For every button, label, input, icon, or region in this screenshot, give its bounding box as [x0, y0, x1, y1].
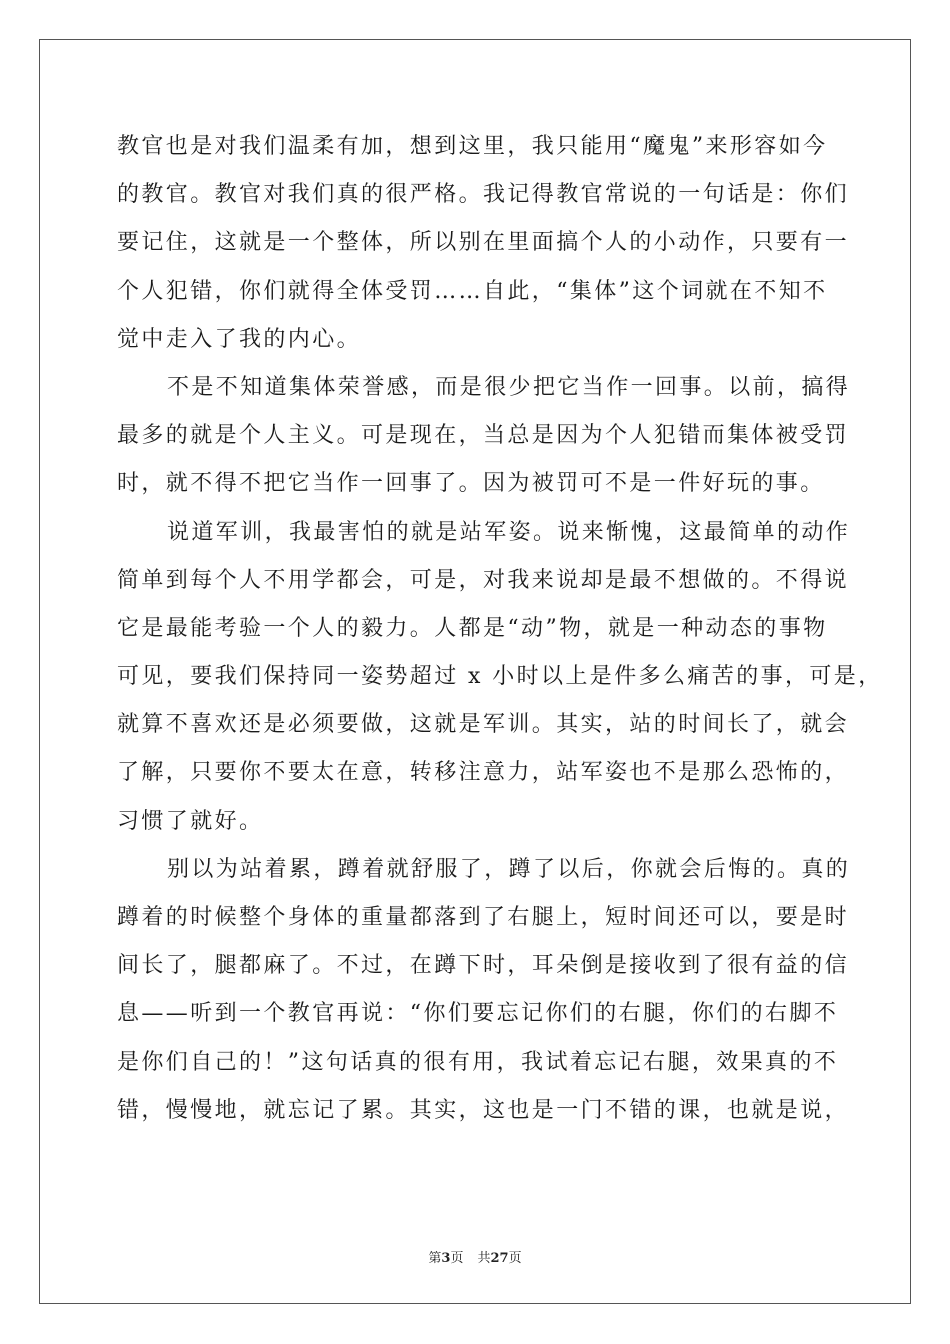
- paragraph-first-line: 不是不知道集体荣誉感，而是很少把它当作一回事。以前，搞得: [167, 374, 851, 400]
- text-line: 简单到每个人不用学都会，可是，对我来说却是最不想做的。不得说: [117, 567, 850, 593]
- text-line: 是你们自己的！”这句话真的很有用，我试着忘记右腿，效果真的不: [117, 1049, 839, 1075]
- text-line: 教官也是对我们温柔有加，想到这里，我只能用“魔鬼”来形容如今: [117, 134, 828, 159]
- text-line: 蹲着的时候整个身体的重量都落到了右腿上，短时间还可以，要是时: [117, 905, 850, 930]
- text-line: 它是最能考验一个人的毅力。人都是“动”物，就是一种动态的事物: [117, 615, 828, 641]
- total-label-prefix: 共: [477, 1251, 491, 1266]
- text-line: 要记住，这就是一个整体，所以别在里面搞个人的小动作，只要有一: [117, 230, 850, 256]
- text-line: 最多的就是个人主义。可是现在，当总是因为个人犯错而集体被受罚: [117, 423, 850, 449]
- text-line: 觉中走入了我的内心。: [117, 326, 362, 352]
- text-line: 的教官。教官对我们真的很严格。我记得教官常说的一句话是：你们: [117, 182, 850, 208]
- page-number: 3: [441, 1251, 451, 1266]
- total-label-suffix: 页: [508, 1251, 522, 1266]
- paragraph-first-line: 别以为站着累，蹲着就舒服了，蹲了以后，你就会后悔的。真的: [167, 856, 851, 882]
- page-label-prefix: 第: [428, 1251, 442, 1266]
- text-line: 了解，只要你不要太在意，转移注意力，站军姿也不是那么恐怖的，: [117, 760, 850, 786]
- paragraph-first-line: 说道军训，我最害怕的就是站军姿。说来惭愧，这最简单的动作: [167, 519, 851, 545]
- page-label-suffix: 页: [450, 1251, 464, 1266]
- text-line: 息——听到一个教官再说：“你们要忘记你们的右腿，你们的右脚不: [117, 1001, 839, 1027]
- text-line: 可见，要我们保持同一姿势超过 x 小时以上是件多么痛苦的事，可是，: [117, 664, 883, 690]
- text-line: 习惯了就好。: [117, 808, 264, 834]
- text-line: 错，慢慢地，就忘记了累。其实，这也是一门不错的课，也就是说，: [117, 1097, 850, 1123]
- text-line: 就算不喜欢还是必须要做，这就是军训。其实，站的时间长了，就会: [117, 712, 850, 738]
- total-pages: 27: [490, 1251, 509, 1266]
- text-line: 个人犯错，你们就得全体受罚……自此，“集体”这个词就在不知不: [117, 278, 828, 304]
- text-line: 时，就不得不把它当作一回事了。因为被罚可不是一件好玩的事。: [117, 471, 825, 497]
- page-footer: [0, 1247, 950, 1266]
- document-body: [117, 123, 883, 1135]
- text-line: 间长了，腿都麻了。不过，在蹲下时，耳朵倒是接收到了很有益的信: [117, 953, 850, 979]
